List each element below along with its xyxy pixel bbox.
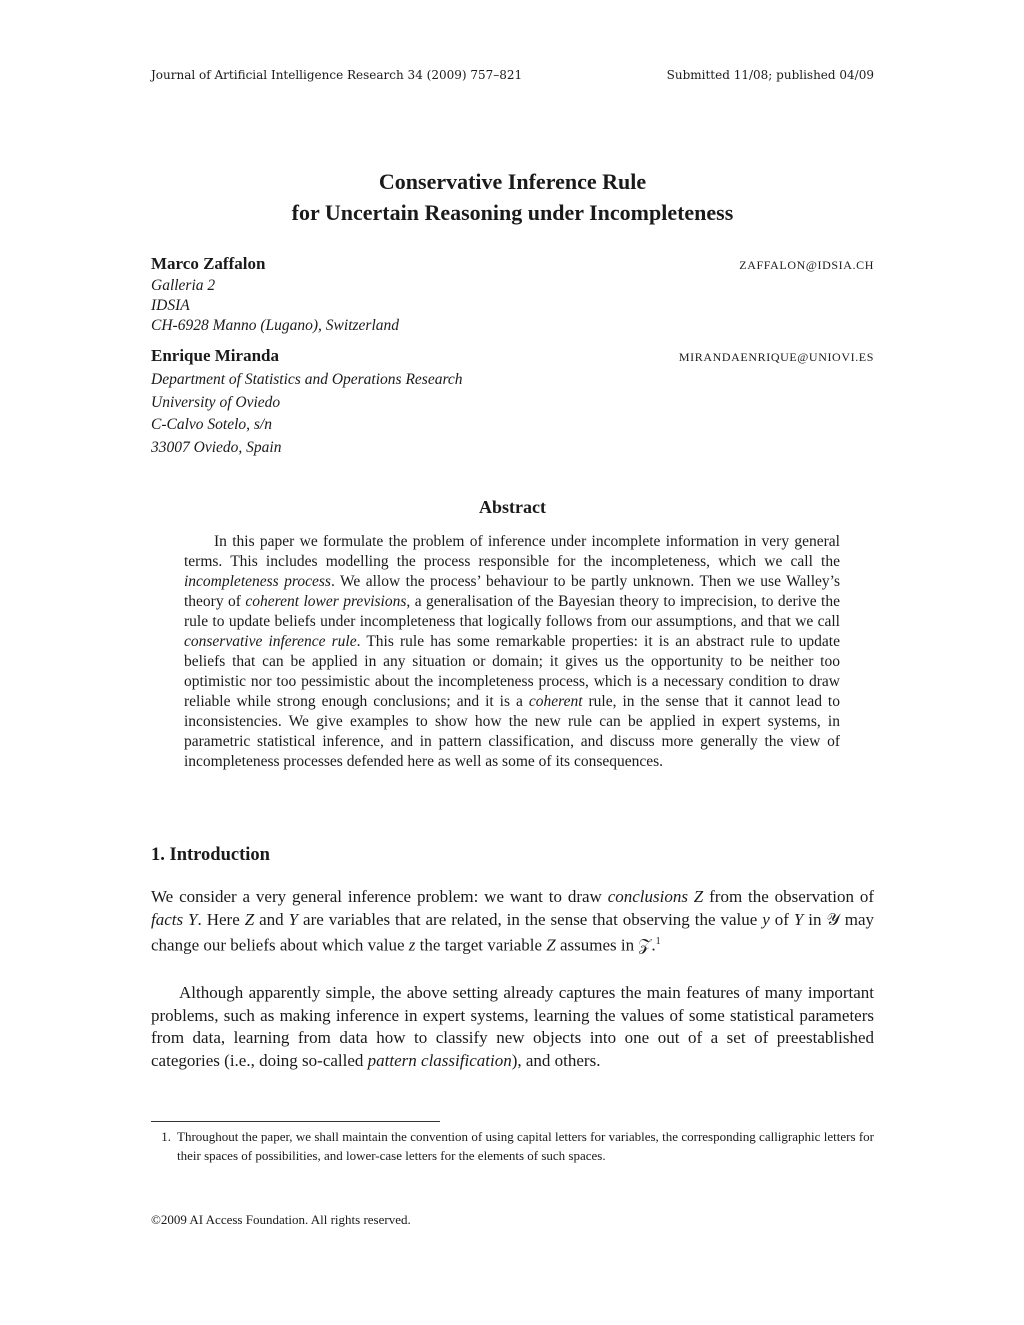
author-1-name: Marco Zaffalon [151,254,266,273]
affiliation-line: CH-6928 Manno (Lugano), Switzerland [151,317,399,334]
emphasis: conservative inference rule [184,633,357,650]
intro-paragraph-2: Although apparently simple, the above setting already captures the main features of many important problems, such as making inference in expert systems, learning the values of some statistical parameters from data, learning from data how to classify new objects into one out of a set of preestablished categories (i.e., doing so-called pattern classification), and others. [151,983,874,1070]
author-2 [151,346,874,366]
footnote-reference[interactable]: 1 [655,936,661,948]
title-line-1: Conservative Inference Rule [378,169,647,194]
running-head [151,68,874,82]
author-1-affiliation [151,276,399,336]
footnote-number: 1. [161,1129,171,1144]
submission-dates: Submitted 11/08; published 04/09 [666,68,874,82]
title-line-2: for Uncertain Reasoning under Incompleteness [291,200,734,225]
paper-title [151,166,874,228]
copyright-notice: ©2009 AI Access Foundation. All rights reserved. [151,1212,411,1227]
affiliation-line: University of Oviedo [151,393,281,411]
paper-page [151,0,874,1325]
abstract-heading: Abstract [479,497,546,517]
journal-citation: Journal of Artificial Intelligence Research 34 (2009) 757–821 [151,68,523,82]
affiliation-line: IDSIA [151,297,190,314]
intro-paragraph-1: We consider a very general inference problem: we want to draw conclusions Z from the observation of facts Y. Here Z and Y are variables that are related, in the sense that observing the value y of Y in 𝒴 may change our beliefs about which value z the target variable Z assumes in 𝒵.$^1$ [151,887,874,955]
abstract-text: In this paper we formulate the problem of inference under incomplete information in very general terms. This includes modelling the process responsible for the incompleteness, which we call the incompleteness process. We allow the process’ behaviour to be partly unknown. Then we use Walley’s theory of coherent lower previsions, a generalisation of the Bayesian theory to imprecision, to derive the rule to update beliefs under incompleteness that logically follows from our assumptions, and that we call conservative inference rule. This rule has some remarkable properties: it is an abstract rule to update beliefs that can be applied in any situation or domain; it gives us the opportunity to be neither too optimistic nor too pessimistic about the incompleteness process, which is a necessary condition to draw reliable while strong enough conclusions; and it is a coherent rule, in the sense that it cannot lead to inconsistencies. We give examples to show how the new rule can be applied in expert systems, in parametric statistical inference, and in pattern classification, and discuss more generally the view of incompleteness processes defended here as well as some of its consequences. [184,533,840,770]
affiliation-line: 33007 Oviedo, Spain [151,438,282,456]
emphasis: coherent lower previsions [245,593,407,610]
author-2-affiliation [151,369,463,459]
emphasis: incompleteness process [184,573,331,590]
author-2-email: MIRANDAENRIQUE@UNIOVI.ES [678,350,874,364]
section-heading-introduction: 1. Introduction [151,845,270,865]
affiliation-line: Galleria 2 [151,277,216,294]
footnote-divider [151,1121,440,1122]
author-2-name: Enrique Miranda [151,346,279,365]
author-1 [151,254,874,274]
footnote-text: Throughout the paper, we shall maintain the convention of using capital letters for variables, the corresponding calligraphic letters for their spaces of possibilities, and lower-case letters for the elements of such spaces. [177,1129,874,1163]
affiliation-line: C-Calvo Sotelo, s/n [151,416,272,433]
author-1-email: ZAFFALON@IDSIA.CH [739,258,874,272]
affiliation-line: Department of Statistics and Operations Research [151,371,463,388]
emphasis: coherent [528,693,583,710]
footnote-1 [151,1127,874,1165]
